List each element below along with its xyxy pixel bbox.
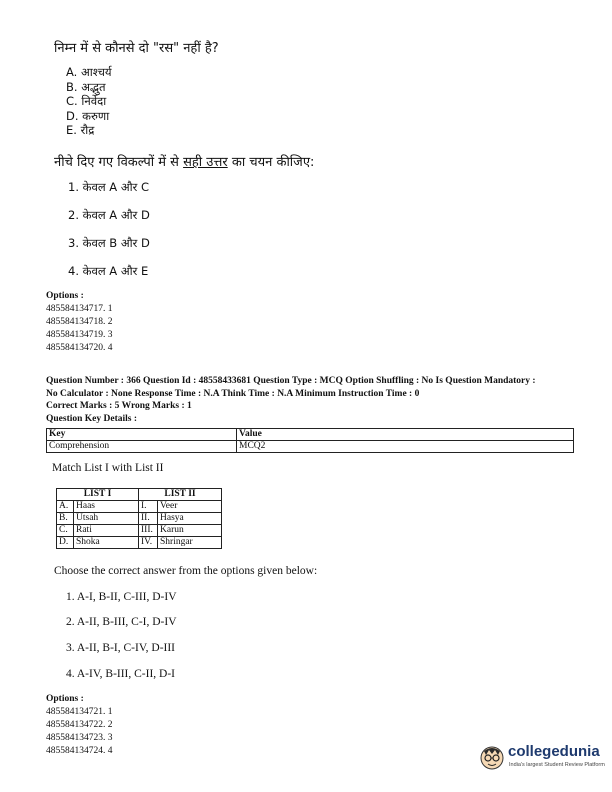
list-2-item: Shringar [158,537,222,549]
statement-item: D. करुणा [66,108,110,123]
list-1-item: Haas [74,501,139,513]
choice-2: 2. A-II, B-III, C-I, D-IV [66,616,177,628]
statement-item: E. रौद्र [66,123,95,137]
list-1-item: Rati [74,525,139,537]
student-mascot-icon [478,742,506,772]
list-1-header: LIST I [57,489,139,501]
options-label: Options : [46,694,84,704]
statement-item: A. आश्चर्य [66,65,112,79]
choose-instruction: Choose the correct answer from the options given below: [54,565,318,577]
list-2-header: LIST II [139,489,222,501]
option-id: 485584134722. 2 [46,720,113,730]
match-row [57,501,222,513]
option-id: 485584134721. 1 [46,707,113,717]
choice-3: 3. A-II, B-I, C-IV, D-III [66,642,176,654]
match-table [56,488,222,549]
choice-4: 4. केवल A और E [68,264,149,278]
collegedunia-logo [478,740,608,780]
option-id: 485584134720. 4 [46,343,113,353]
question-stem: निम्न में से कौनसे दो "रस" नहीं है? [54,41,219,56]
choice-1: 1. केवल A और C [68,180,149,194]
key-table [46,428,574,453]
question-stem: Match List I with List II [52,462,164,474]
list-1-item: Utsah [74,513,139,525]
question-meta [46,375,536,425]
meta-line-1: Question Number : 366 Question Id : 48558433681 Question Type : MCQ Option Shuffling : No Is Question Mandatory : [46,376,536,386]
list-2-item: Hasya [158,513,222,525]
instruction: नीचे दिए गए विकल्पों में से सही उत्तर का चयन कीजिए: [54,155,315,170]
match-row [57,537,222,549]
list-2-numeral: IV. [139,537,158,549]
logo-tagline: India's largest Student Review Platform [509,762,605,768]
list-2-item: Karun [158,525,222,537]
option-id: 485584134719. 3 [46,330,113,340]
list-1-item: Shoka [74,537,139,549]
options-block [46,693,113,758]
meta-line-2: No Calculator : None Response Time : N.A Think Time : N.A Minimum Instruction Time : 0 [46,388,420,399]
list-2-item: Veer [158,501,222,513]
list-1-letter: B. [57,513,74,525]
value-header: Value [237,429,574,441]
list-2-numeral: I. [139,501,158,513]
choice-1: 1. A-I, B-II, C-III, D-IV [66,591,177,603]
options-block [46,290,113,355]
list-2-numeral: III. [139,525,158,537]
choice-2: 2. केवल A और D [68,208,150,222]
list-1-letter: C. [57,525,74,537]
list-1-letter: A. [57,501,74,513]
marks-line: Correct Marks : 5 Wrong Marks : 1 [46,401,192,412]
statement-item: B. अद्भुत [66,79,106,94]
option-id: 485584134723. 3 [46,733,113,743]
list-2-numeral: II. [139,513,158,525]
key-details-label: Question Key Details : [46,413,138,424]
list-1-letter: D. [57,537,74,549]
option-id: 485584134717. 1 [46,304,113,314]
option-id: 485584134718. 2 [46,317,113,327]
option-id: 485584134724. 4 [46,746,113,756]
key-cell: Comprehension [47,441,237,453]
match-row [57,525,222,537]
choice-4: 4. A-IV, B-III, C-II, D-I [66,668,176,680]
choice-3: 3. केवल B और D [68,236,150,250]
key-header: Key [47,429,237,441]
statement-list [66,65,112,138]
value-cell: MCQ2 [237,441,574,453]
logo-wordmark: collegedunia [508,743,600,760]
options-label: Options : [46,291,84,301]
match-row [57,513,222,525]
statement-item: C. निर्वेदा [66,94,107,108]
